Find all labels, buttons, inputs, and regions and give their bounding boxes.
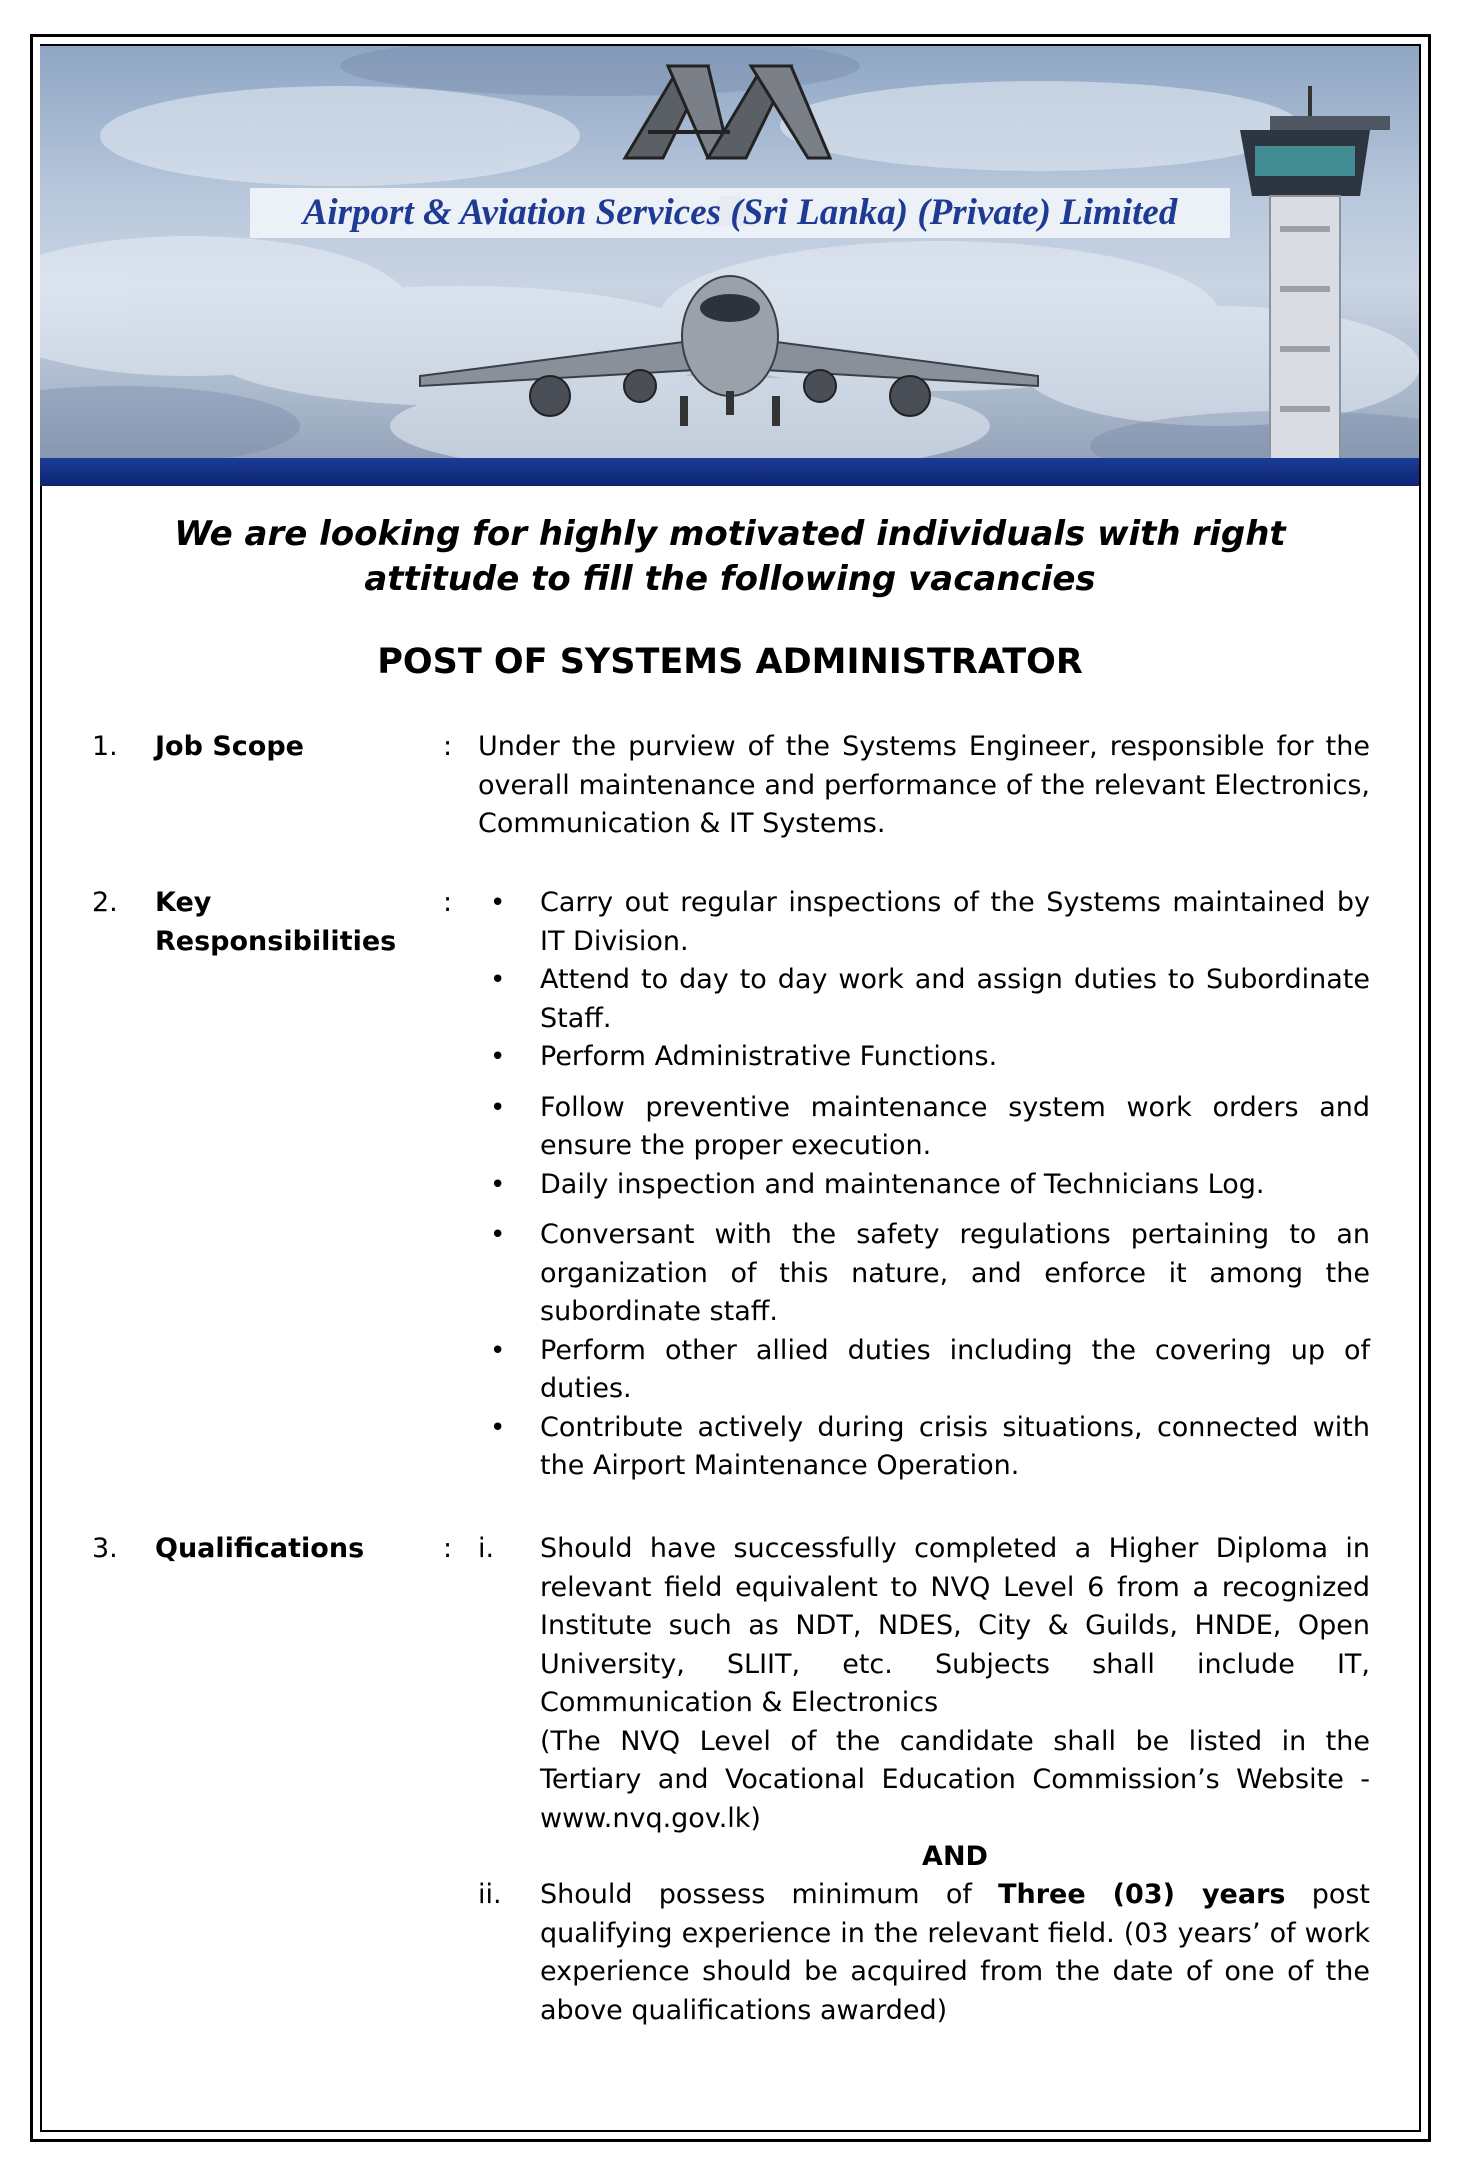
list-item: • Attend to day to day work and assign duties to Subordinate Staff.	[478, 961, 1370, 1038]
qualification-item-2	[478, 1876, 1370, 2030]
section-colon: :	[443, 1533, 453, 1564]
section-colon: :	[443, 887, 453, 918]
qualification-text-bold: Three (03) years	[998, 1879, 1286, 1910]
post-title: POST OF SYSTEMS ADMINISTRATOR	[377, 642, 1083, 682]
section-number: 2.	[92, 887, 118, 918]
company-name: Airport & Aviation Services (Sri Lanka) (Private) Limited	[302, 192, 1178, 233]
banner-illustration	[40, 46, 1419, 486]
section-colon: :	[443, 731, 453, 762]
qualification-item-1	[478, 1530, 1370, 1838]
roman-numeral: i.	[478, 1533, 495, 1564]
responsibilities-list	[478, 884, 1370, 1486]
list-item: • Perform Administrative Functions.	[478, 1038, 1370, 1077]
intro-line-2: attitude to fill the following vacancies	[364, 559, 1096, 599]
section-label: Job Scope	[155, 731, 304, 762]
list-item: • Daily inspection and maintenance of Technicians Log.	[478, 1166, 1370, 1205]
section-label: Qualifications	[155, 1533, 365, 1564]
list-item: • Follow preventive maintenance system work orders and ensure the proper execution.	[478, 1089, 1370, 1166]
section-label: Key Responsibilities	[155, 887, 397, 957]
list-item: • Carry out regular inspections of the Systems maintained by IT Division.	[478, 884, 1370, 961]
list-item: • Perform other allied duties including the covering up of duties.	[478, 1332, 1370, 1409]
company-name-box	[250, 188, 1230, 238]
roman-numeral: ii.	[478, 1879, 502, 1910]
header-banner	[40, 46, 1419, 486]
and-separator: AND	[922, 1841, 988, 1872]
job-scope-text: Under the purview of the Systems Engineer, responsible for the overall maintenance and performance of the relevant Electronics, Communication & IT Systems.	[478, 731, 1370, 839]
and-row	[478, 1838, 1370, 1877]
qualification-text-post: post qualifying experience in the relevant field. (03 years’ of work experience should be acquired from the date of one of the above qualifications awarded)	[540, 1879, 1370, 2026]
intro-line-1: We are looking for highly motivated individuals with right	[174, 514, 1286, 554]
section-number: 1.	[92, 731, 118, 762]
qualifications-list	[478, 1530, 1370, 1838]
qualification-text: Should have successfully completed a Higher Diploma in relevant field equivalent to NVQ Level 6 from a recognized Institute such as NDT, NDES, City & Guilds, HNDE, Open University, SLIIT, etc. Subjects shall include IT, Communication & Electronics	[540, 1533, 1370, 1718]
qualification-note: (The NVQ Level of the candidate shall be listed in the Tertiary and Vocational Education Commission’s Website - www.nvq.gov.lk)	[540, 1725, 1370, 1834]
qualifications-list-2	[478, 1876, 1370, 2030]
section-number: 3.	[92, 1533, 118, 1564]
list-item: • Contribute actively during crisis situations, connected with the Airport Maintenance Operation.	[478, 1409, 1370, 1486]
qualification-text-pre: Should possess minimum of	[540, 1879, 972, 1910]
intro-heading	[80, 512, 1380, 602]
banner-stripe	[40, 458, 1419, 486]
list-item: • Conversant with the safety regulations pertaining to an organization of this nature, and enforce it among the subordinate staff.	[478, 1216, 1370, 1332]
